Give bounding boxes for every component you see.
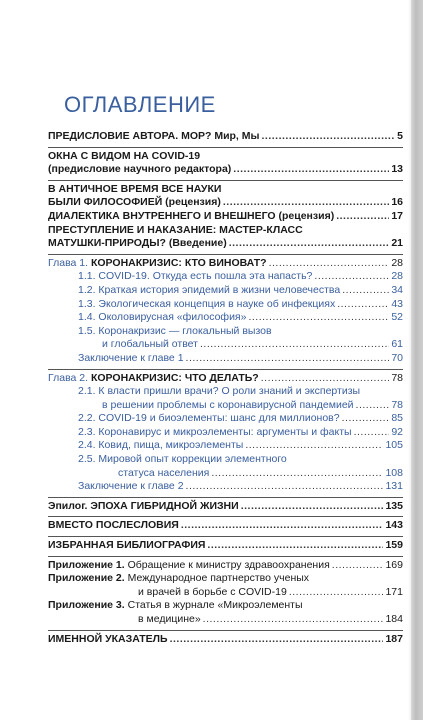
toc-entry-author-preface[interactable] bbox=[48, 130, 403, 144]
separator bbox=[48, 180, 403, 181]
entry-title: ОКНА С ВИДОМ НА COVID-19 bbox=[48, 149, 201, 162]
chapter-label: Глава 2. bbox=[48, 371, 89, 384]
entry-page: 17 bbox=[391, 209, 403, 222]
entry-page: 61 bbox=[391, 338, 403, 351]
toc-section-2-1[interactable] bbox=[48, 385, 403, 412]
leader-dots bbox=[233, 163, 389, 177]
table-of-contents bbox=[48, 130, 403, 646]
entry-title-cont: МАТУШКИ-ПРИРОДЫ? (Введение) bbox=[48, 237, 227, 250]
leader-dots bbox=[342, 412, 390, 426]
leader-dots bbox=[261, 372, 390, 386]
entry-page: 187 bbox=[385, 632, 403, 645]
toc-section-2-2[interactable] bbox=[48, 412, 403, 426]
entry-page: 70 bbox=[391, 351, 403, 364]
leader-dots bbox=[289, 586, 384, 600]
toc-section-2-4[interactable] bbox=[48, 439, 403, 453]
entry-title-cont: статуса населения bbox=[118, 466, 210, 479]
separator bbox=[48, 516, 403, 517]
toc-conclusion-1[interactable] bbox=[48, 352, 403, 366]
toc-entry-afterword[interactable] bbox=[48, 519, 403, 533]
leader-dots bbox=[170, 633, 384, 647]
toc-appendix-2[interactable] bbox=[48, 572, 403, 599]
entry-page: 135 bbox=[385, 499, 403, 512]
entry-title: ПРЕСТУПЛЕНИЕ И НАКАЗАНИЕ: МАСТЕР-КЛАСС bbox=[48, 223, 303, 236]
entry-page: 131 bbox=[385, 480, 403, 493]
entry-title: Обращение к министру здравоохранения bbox=[127, 558, 330, 571]
entry-page: 169 bbox=[385, 558, 403, 571]
entry-page: 78 bbox=[391, 371, 403, 384]
page-edge bbox=[411, 0, 423, 720]
chapter-label: Глава 1. bbox=[48, 256, 89, 269]
entry-page: 78 bbox=[391, 398, 403, 411]
leader-dots bbox=[241, 500, 384, 514]
leader-dots bbox=[211, 467, 383, 481]
toc-title: ОГЛАВЛЕНИЕ bbox=[64, 92, 216, 117]
toc-section-1-3[interactable] bbox=[48, 298, 403, 312]
entry-title-cont: (предисловие научного редактора) bbox=[48, 163, 232, 176]
separator bbox=[48, 497, 403, 498]
toc-chapter-2[interactable] bbox=[48, 372, 403, 386]
toc-section-1-2[interactable] bbox=[48, 284, 403, 298]
entry-page: 105 bbox=[385, 439, 403, 452]
entry-title: 1.2. Краткая история эпидемий в жизни человечества bbox=[78, 283, 341, 296]
leader-dots bbox=[207, 539, 383, 553]
toc-entry-bibliography[interactable] bbox=[48, 539, 403, 553]
entry-title-cont: в медицине» bbox=[138, 613, 201, 625]
toc-section-1-1[interactable] bbox=[48, 270, 403, 284]
entry-page: 108 bbox=[385, 466, 403, 479]
leader-dots bbox=[269, 257, 390, 271]
entry-page: 85 bbox=[391, 412, 403, 425]
entry-title: ДИАЛЕКТИКА ВНУТРЕННЕГО И ВНЕШНЕГО (рецензия) bbox=[48, 209, 335, 222]
toc-appendix-3[interactable] bbox=[48, 599, 403, 626]
toc-section-2-3[interactable] bbox=[48, 426, 403, 440]
entry-page: 43 bbox=[391, 297, 403, 310]
entry-page: 34 bbox=[391, 283, 403, 296]
toc-entry-name-index[interactable] bbox=[48, 633, 403, 647]
entry-title: 1.1. COVID-19. Откуда есть пошла эта напасть? bbox=[78, 270, 313, 283]
entry-title: 2.3. Коронавирус и микроэлементы: аргументы и факты bbox=[78, 425, 352, 438]
entry-title-cont: в решении проблемы с коронавирусной пандемией bbox=[102, 398, 354, 411]
entry-page: 52 bbox=[391, 311, 403, 324]
entry-title: 1.3. Экологическая концепция в науке об инфекциях bbox=[78, 297, 336, 310]
entry-page: 28 bbox=[391, 256, 403, 269]
separator bbox=[48, 556, 403, 557]
leader-dots bbox=[342, 284, 389, 298]
entry-page: 184 bbox=[385, 613, 403, 625]
entry-title: 1.4. Околовирусная «философия» bbox=[78, 311, 247, 324]
toc-entry-epilogue[interactable] bbox=[48, 500, 403, 514]
leader-dots bbox=[245, 439, 383, 453]
separator bbox=[48, 147, 403, 148]
leader-dots bbox=[181, 519, 384, 533]
entry-title-cont: и врачей в борьбе с COVID-19 bbox=[138, 585, 287, 598]
entry-page: 13 bbox=[391, 163, 403, 176]
appendix-label: Приложение 3. bbox=[48, 599, 125, 612]
leader-dots bbox=[229, 237, 390, 251]
toc-section-1-4[interactable] bbox=[48, 311, 403, 325]
toc-conclusion-2[interactable] bbox=[48, 480, 403, 494]
entry-title: Международное партнерство ученых bbox=[127, 572, 310, 585]
leader-dots bbox=[200, 338, 389, 352]
entry-page: 143 bbox=[385, 519, 403, 532]
entry-title: Эпилог. ЭПОХА ГИБРИДНОЙ ЖИЗНИ bbox=[48, 499, 239, 512]
separator bbox=[48, 630, 403, 631]
entry-title: ПРЕДИСЛОВИЕ АВТОРА. МОР? Мир, Мы bbox=[48, 130, 260, 142]
chapter-title: КОРОНАКРИЗИС: КТО ВИНОВАТ? bbox=[90, 256, 267, 269]
leader-dots bbox=[354, 426, 390, 440]
entry-title: 2.5. Мировой опыт коррекции элементного bbox=[78, 453, 287, 466]
leader-dots bbox=[314, 270, 389, 284]
entry-title: 2.2. COVID-19 и биоэлементы: шанс для миллионов? bbox=[78, 412, 340, 425]
entry-title: ИЗБРАННАЯ БИБЛИОГРАФИЯ bbox=[48, 539, 206, 552]
leader-dots bbox=[203, 613, 384, 627]
entry-title-cont: БЫЛИ ФИЛОСОФИЕЙ (рецензия) bbox=[48, 196, 221, 209]
leader-dots bbox=[332, 559, 384, 573]
toc-appendix-1[interactable] bbox=[48, 559, 403, 573]
toc-section-1-5[interactable] bbox=[48, 325, 403, 352]
entry-title: 1.5. Коронакризис — глокальный вызов bbox=[78, 324, 272, 337]
appendix-label: Приложение 2. bbox=[48, 572, 125, 585]
appendix-label: Приложение 1. bbox=[48, 558, 125, 571]
entry-page: 5 bbox=[397, 130, 403, 142]
leader-dots bbox=[248, 311, 389, 325]
entry-page: 92 bbox=[391, 425, 403, 438]
entry-title: ИМЕННОЙ УКАЗАТЕЛЬ bbox=[48, 632, 168, 645]
toc-entry-introduction[interactable] bbox=[48, 224, 403, 251]
toc-entry-ancient-sciences[interactable] bbox=[48, 183, 403, 210]
leader-dots bbox=[261, 130, 395, 144]
leader-dots bbox=[223, 196, 389, 210]
entry-title-cont: и глобальный ответ bbox=[102, 338, 198, 351]
entry-title: Статья в журнале «Микроэлементы bbox=[127, 599, 303, 612]
leader-dots bbox=[356, 399, 390, 413]
separator bbox=[48, 254, 403, 255]
entry-title: Заключение к главе 2 bbox=[78, 480, 184, 493]
entry-page: 16 bbox=[391, 196, 403, 209]
entry-title: В АНТИЧНОЕ ВРЕМЯ ВСЕ НАУКИ bbox=[48, 182, 222, 195]
entry-title: ВМЕСТО ПОСЛЕСЛОВИЯ bbox=[48, 519, 179, 532]
leader-dots bbox=[337, 298, 389, 312]
entry-title: 2.4. Ковид, пища, микроэлементы bbox=[78, 439, 244, 452]
entry-page: 28 bbox=[391, 270, 403, 283]
leader-dots bbox=[186, 352, 390, 366]
separator bbox=[48, 369, 403, 370]
leader-dots bbox=[336, 210, 389, 224]
separator bbox=[48, 536, 403, 537]
entry-page: 159 bbox=[385, 539, 403, 552]
chapter-title: КОРОНАКРИЗИС: ЧТО ДЕЛАТЬ? bbox=[90, 371, 259, 384]
toc-section-2-5[interactable] bbox=[48, 453, 403, 480]
leader-dots bbox=[186, 480, 384, 494]
toc-entry-editor-preface[interactable] bbox=[48, 150, 403, 177]
entry-title: Заключение к главе 1 bbox=[78, 351, 184, 364]
entry-title: 2.1. К власти пришли врачи? О роли знаний и экспертизы bbox=[78, 385, 361, 398]
entry-page: 21 bbox=[391, 237, 403, 250]
toc-chapter-1[interactable] bbox=[48, 257, 403, 271]
entry-page: 171 bbox=[385, 585, 403, 598]
toc-entry-dialectics[interactable] bbox=[48, 210, 403, 224]
